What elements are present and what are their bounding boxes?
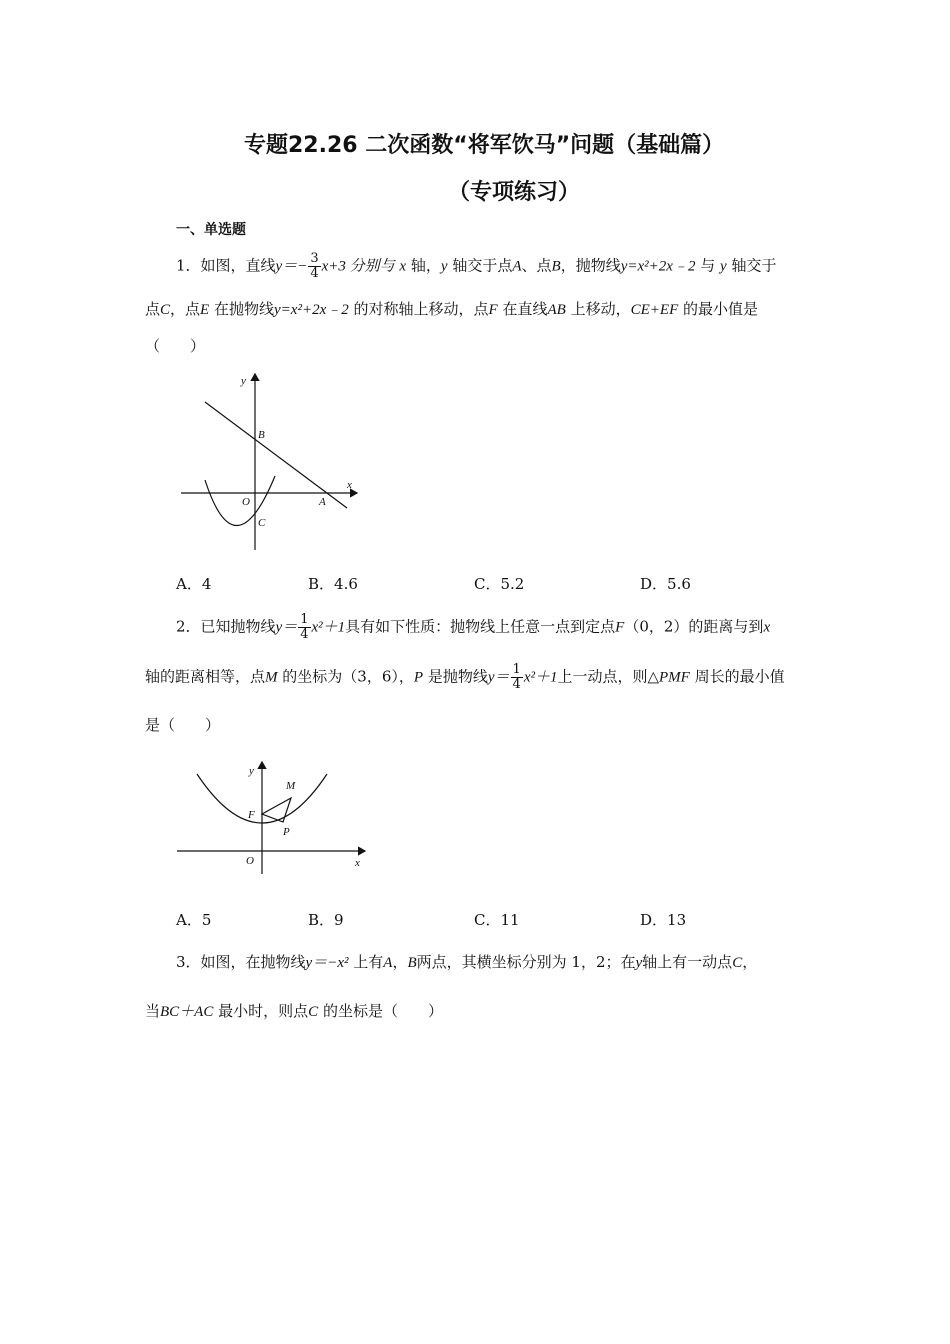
q1-figure <box>175 368 365 558</box>
q1-line-AB <box>205 402 347 508</box>
q1-label-y: y <box>241 375 246 387</box>
q1-label-O: O <box>242 496 250 508</box>
q2-answer-bracket: 是（ ） <box>145 716 221 734</box>
q2-figure <box>175 758 375 878</box>
q1-label-B: B <box>258 429 265 441</box>
q3-line-2: 当BC＋AC 最小时，则点C 的坐标是（ ） <box>145 1002 443 1020</box>
q2-label-P: P <box>283 826 290 838</box>
page-title: 专题22.26 二次函数“将军饮马”问题（基础篇） <box>244 133 725 158</box>
q2-triangle-PMF <box>262 798 291 822</box>
q2-option-a[interactable]: A．5 <box>176 911 212 929</box>
q2-label-y: y <box>249 765 254 777</box>
q1-option-a[interactable]: A．4 <box>176 575 212 593</box>
q2-label-O: O <box>246 855 254 867</box>
q1-line-1: 1．如图，直线y＝− $\frac{3}{4}$ x+3 分别与 x 轴，y 轴交于点A、点B，抛物线y=x²+2x﹣2 与 y 轴交于 <box>176 251 777 281</box>
q2-option-c[interactable]: C．11 <box>474 911 520 929</box>
q1-option-b[interactable]: B．4.6 <box>308 575 358 593</box>
q2-fraction-2: $\frac{1}{4}$ <box>512 662 521 692</box>
page-subtitle: （专项练习） <box>448 180 581 205</box>
q2-option-d[interactable]: D．13 <box>640 911 687 929</box>
q2-fraction-1: $\frac{1}{4}$ <box>300 612 309 642</box>
q3-line-1: 3．如图，在抛物线y＝−x² 上有A，B两点，其横坐标分别为 1，2；在y轴上有一动点C， <box>176 953 758 971</box>
q2-option-b[interactable]: B．9 <box>308 911 344 929</box>
q2-label-x: x <box>355 857 360 869</box>
q1-label-x: x <box>347 479 352 491</box>
q2-line-1: 2．已知抛物线y＝ $\frac{1}{4}$ x²＋1具有如下性质：抛物线上任意一点到定点F（0，2）的距离与到x <box>176 612 771 642</box>
q1-line-2: 点C，点E 在抛物线y=x²+2x﹣2 的对称轴上移动，点F 在直线AB 上移动，CE+EF 的最小值是 <box>145 300 759 318</box>
q2-label-M: M <box>286 780 296 792</box>
q1-option-d[interactable]: D．5.6 <box>640 575 691 593</box>
q2-line-2: 轴的距离相等，点M 的坐标为（3，6），P 是抛物线y＝ $\frac{1}{4}$ x²＋1上一动点，则△PMF 周长的最小值 <box>145 662 785 692</box>
section-heading: 一、单选题 <box>176 222 246 238</box>
q1-option-c[interactable]: C．5.2 <box>474 575 525 593</box>
q1-answer-bracket: （ ） <box>145 337 206 355</box>
q1-label-A: A <box>319 496 326 508</box>
q1-fraction: $\frac{3}{4}$ <box>310 251 319 281</box>
q1-label-C: C <box>258 517 266 529</box>
q2-label-F: F <box>248 809 255 821</box>
